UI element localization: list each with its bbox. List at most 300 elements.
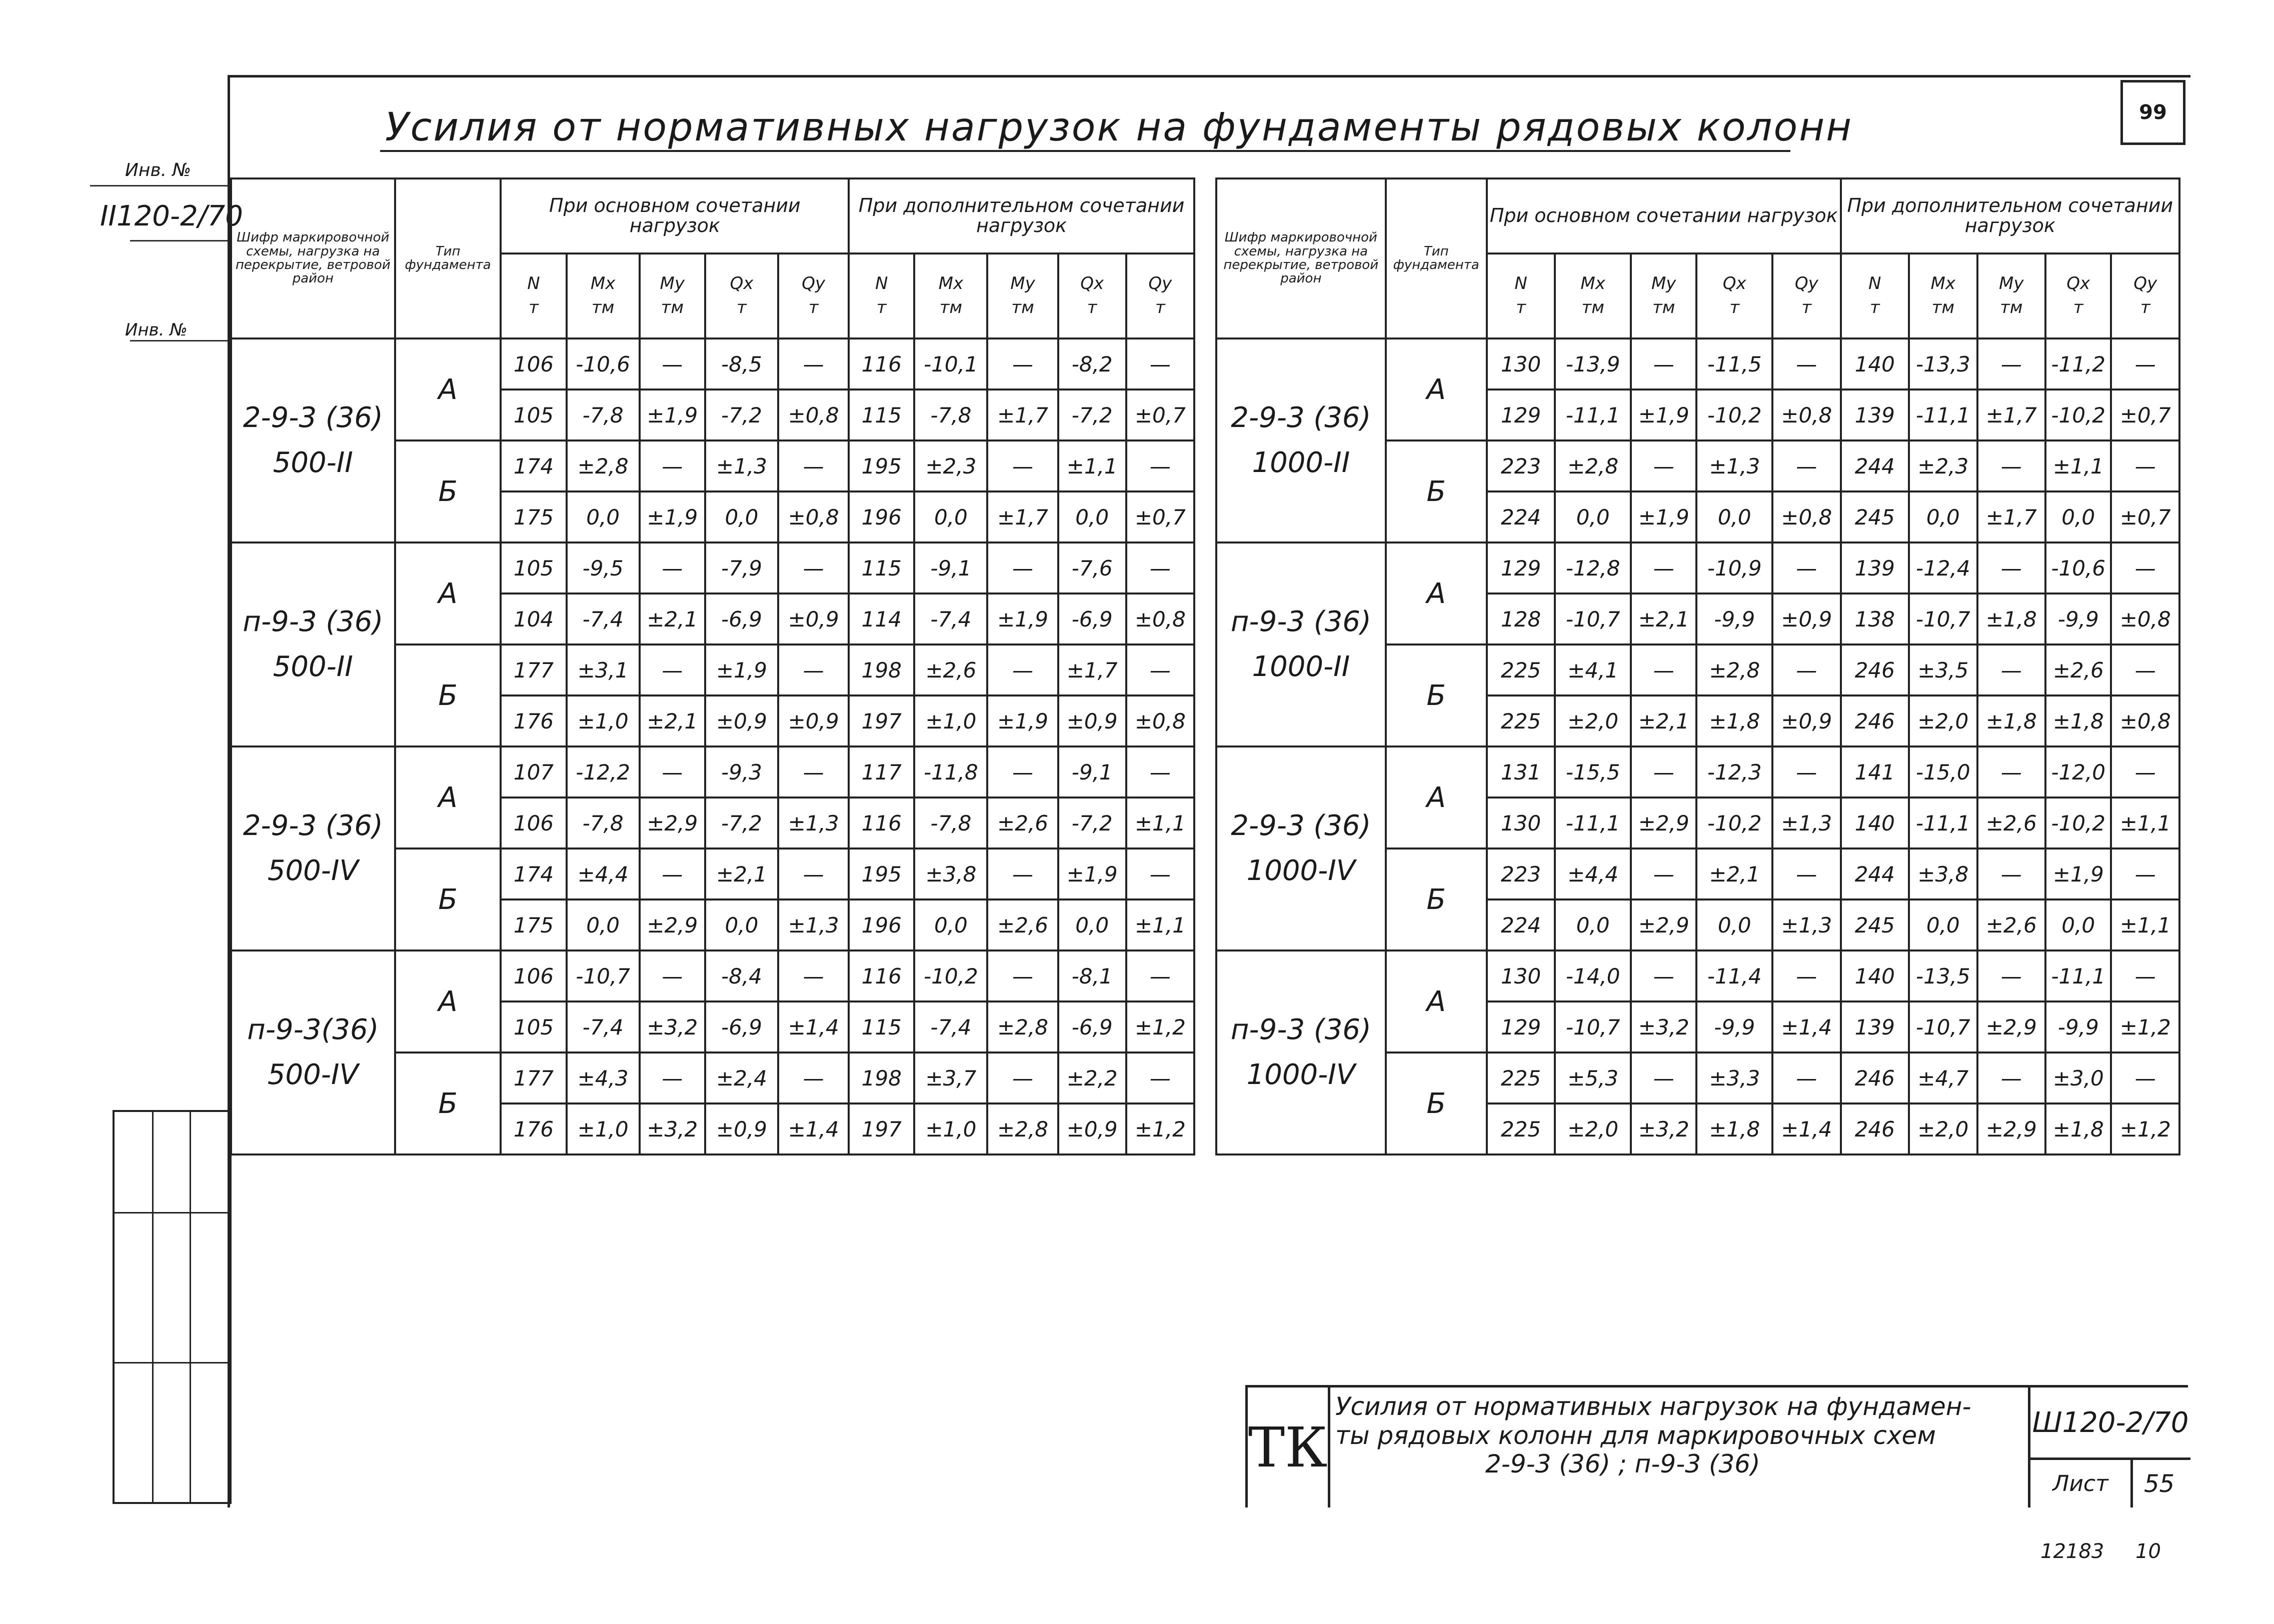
value-cell: 246 — [1841, 696, 1909, 746]
header-col-unit: тм — [1931, 298, 1954, 318]
value-cell: ±4,7 — [1909, 1052, 1977, 1104]
header-col-right-1-3 — [2045, 254, 2111, 338]
cipher-cell — [231, 746, 395, 950]
value-cell: 245 — [1841, 492, 1909, 542]
value-cell: 106 — [501, 798, 566, 848]
header-col-unit: тм — [1652, 298, 1675, 318]
value-cell: -10,7 — [1555, 594, 1631, 644]
value-cell: ±0,8 — [1772, 492, 1840, 542]
value-cell: — — [640, 848, 705, 900]
approval-divider-1 — [152, 1112, 154, 1502]
cipher-cell — [1216, 950, 1386, 1154]
value-cell: 140 — [1841, 950, 1909, 1002]
value-cell: -6,9 — [705, 594, 778, 644]
value-cell: 195 — [849, 848, 914, 900]
value-cell: ±1,1 — [2045, 440, 2111, 492]
stamp-sheet-number: 55 — [2143, 1470, 2175, 1498]
value-cell: ±0,8 — [778, 390, 849, 440]
header-col-unit: т — [876, 298, 887, 318]
value-cell: ±1,2 — [1126, 1002, 1194, 1052]
foundation-type-cell: А — [395, 542, 501, 644]
value-cell: — — [1772, 542, 1840, 594]
value-cell: 177 — [501, 1052, 566, 1104]
value-cell: -9,1 — [1058, 746, 1126, 798]
cipher-line-1: п-9-3 (36) — [1230, 1014, 1371, 1046]
value-cell: -10,7 — [1909, 594, 1977, 644]
header-col-name: N — [1868, 274, 1881, 294]
value-cell: ±1,8 — [1696, 696, 1772, 746]
value-cell: 246 — [1841, 1104, 1909, 1154]
value-cell: 198 — [849, 1052, 914, 1104]
value-cell: 116 — [849, 798, 914, 848]
foundation-type-cell: А — [1386, 950, 1487, 1052]
value-cell: -7,4 — [567, 594, 640, 644]
sheet-corner-number: 99 — [2120, 80, 2185, 145]
foundation-type-cell: А — [1386, 338, 1487, 440]
value-cell: ±0,9 — [705, 1104, 778, 1154]
value-cell: -10,2 — [2045, 798, 2111, 848]
value-cell: ±2,1 — [1631, 594, 1696, 644]
header-col-name: My — [660, 274, 685, 294]
value-cell: -13,9 — [1555, 338, 1631, 390]
value-cell: — — [2111, 746, 2179, 798]
header-col-right-1-1 — [1909, 254, 1977, 338]
value-cell: ±1,7 — [1058, 644, 1126, 696]
cipher-line-2: 500-II — [273, 446, 353, 479]
value-cell: -7,4 — [567, 1002, 640, 1052]
table-row — [231, 542, 1194, 594]
value-cell: ±1,8 — [1977, 594, 2045, 644]
header-col-right-1-4 — [2111, 254, 2179, 338]
value-cell: ±4,4 — [567, 848, 640, 900]
header-col-unit: т — [1155, 298, 1165, 318]
value-cell: 0,0 — [567, 900, 640, 950]
footer-right-mark: 10 — [2135, 1540, 2161, 1563]
value-cell: ±1,0 — [567, 1104, 640, 1154]
value-cell: -11,4 — [1696, 950, 1772, 1002]
foundation-type-cell: А — [1386, 746, 1487, 848]
header-col-name: My — [1651, 274, 1676, 294]
value-cell: ±1,9 — [2045, 848, 2111, 900]
stamp-description — [1335, 1392, 2015, 1479]
cipher-line-2: 1000-IV — [1246, 1058, 1356, 1091]
cipher-line-2: 1000-II — [1252, 650, 1350, 683]
value-cell: ±1,3 — [778, 798, 849, 848]
value-cell: — — [1977, 1052, 2045, 1104]
value-cell: 105 — [501, 542, 566, 594]
value-cell: — — [778, 644, 849, 696]
value-cell: ±5,3 — [1555, 1052, 1631, 1104]
value-cell: — — [1977, 746, 2045, 798]
value-cell: 195 — [849, 440, 914, 492]
value-cell: ±1,8 — [1977, 696, 2045, 746]
value-cell: — — [1977, 644, 2045, 696]
approval-divider-2 — [190, 1112, 191, 1502]
value-cell: ±2,3 — [1909, 440, 1977, 492]
header-col-name: Qy — [1148, 274, 1172, 294]
value-cell: -7,2 — [705, 798, 778, 848]
cipher-cell — [231, 542, 395, 746]
header-col-right-0-3 — [1696, 254, 1772, 338]
value-cell: -12,3 — [1696, 746, 1772, 798]
right-table-header — [1216, 178, 2179, 338]
value-cell: -9,9 — [2045, 594, 2111, 644]
value-cell: — — [1977, 542, 2045, 594]
value-cell: — — [778, 542, 849, 594]
value-cell: -10,2 — [2045, 390, 2111, 440]
foundation-type-cell: Б — [1386, 644, 1487, 746]
value-cell: ±1,1 — [1058, 440, 1126, 492]
value-cell: ±2,6 — [987, 900, 1058, 950]
foundation-type-cell: Б — [395, 1052, 501, 1154]
value-cell: — — [640, 644, 705, 696]
foundation-type-cell: Б — [1386, 1052, 1487, 1154]
value-cell: 0,0 — [1909, 900, 1977, 950]
value-cell: -8,4 — [705, 950, 778, 1002]
value-cell: 0,0 — [705, 492, 778, 542]
foundation-type-cell: Б — [1386, 848, 1487, 950]
header-col-left-1-1 — [914, 254, 987, 338]
header-col-name: Qx — [1080, 274, 1104, 294]
value-cell: ±2,8 — [1555, 440, 1631, 492]
header-col-unit: т — [737, 298, 747, 318]
table-row — [1216, 542, 2179, 594]
value-cell: — — [640, 746, 705, 798]
value-cell: ±2,8 — [1696, 644, 1772, 696]
value-cell: 175 — [501, 900, 566, 950]
value-cell: ±1,7 — [987, 492, 1058, 542]
value-cell: — — [1977, 848, 2045, 900]
value-cell: ±1,9 — [640, 390, 705, 440]
header-col-unit: т — [2073, 298, 2083, 318]
value-cell: ±1,4 — [1772, 1002, 1840, 1052]
value-cell: — — [778, 338, 849, 390]
value-cell: ±1,9 — [987, 594, 1058, 644]
value-cell: ±2,6 — [987, 798, 1058, 848]
value-cell: — — [1631, 644, 1696, 696]
value-cell: 114 — [849, 594, 914, 644]
value-cell: 0,0 — [1555, 492, 1631, 542]
cipher-cell — [1216, 542, 1386, 746]
value-cell: ±0,9 — [1058, 696, 1126, 746]
value-cell: ±1,0 — [914, 1104, 987, 1154]
value-cell: -13,3 — [1909, 338, 1977, 390]
value-cell: ±2,6 — [914, 644, 987, 696]
value-cell: — — [2111, 950, 2179, 1002]
value-cell: ±2,8 — [567, 440, 640, 492]
cipher-line-1: п-9-3 (36) — [1230, 606, 1371, 638]
value-cell: ±0,9 — [778, 594, 849, 644]
value-cell: 0,0 — [1555, 900, 1631, 950]
value-cell: — — [778, 950, 849, 1002]
header-col-right-0-4 — [1772, 254, 1840, 338]
value-cell: 115 — [849, 390, 914, 440]
value-cell: ±1,9 — [1631, 492, 1696, 542]
header-col-left-1-2 — [987, 254, 1058, 338]
header-additional-right: При дополнительном сочетании нагрузок — [1841, 178, 2179, 254]
cipher-line-1: 2-9-3 (36) — [1231, 402, 1371, 434]
value-cell: ±1,1 — [1126, 798, 1194, 848]
value-cell: ±2,9 — [640, 900, 705, 950]
header-col-name: Qy — [2133, 274, 2157, 294]
value-cell: 175 — [501, 492, 566, 542]
value-cell: 130 — [1487, 798, 1555, 848]
value-cell: — — [1126, 440, 1194, 492]
header-cipher-right: Шифр маркировочной схемы, нагрузка на перекрытие, ветровой район — [1216, 178, 1386, 338]
value-cell: -7,4 — [914, 594, 987, 644]
value-cell: ±1,1 — [2111, 798, 2179, 848]
cipher-cell — [1216, 338, 1386, 542]
value-cell: — — [987, 338, 1058, 390]
value-cell: ±1,3 — [1772, 798, 1840, 848]
value-cell: ±2,6 — [1977, 900, 2045, 950]
value-cell: ±2,0 — [1555, 1104, 1631, 1154]
approval-hline-2 — [115, 1362, 230, 1364]
value-cell: 139 — [1841, 1002, 1909, 1052]
value-cell: -7,4 — [914, 1002, 987, 1052]
value-cell: ±1,9 — [1631, 390, 1696, 440]
value-cell: 176 — [501, 696, 566, 746]
value-cell: 0,0 — [1058, 900, 1126, 950]
value-cell: ±3,2 — [640, 1104, 705, 1154]
value-cell: -10,6 — [567, 338, 640, 390]
header-col-name: Mx — [1580, 274, 1605, 294]
left-forces-table — [230, 178, 1195, 1156]
value-cell: 105 — [501, 1002, 566, 1052]
value-cell: ±2,1 — [705, 848, 778, 900]
cipher-cell — [1216, 746, 1386, 950]
value-cell: -12,4 — [1909, 542, 1977, 594]
value-cell: — — [2111, 1052, 2179, 1104]
value-cell: ±1,2 — [2111, 1104, 2179, 1154]
header-col-unit: т — [808, 298, 819, 318]
header-col-unit: тм — [2000, 298, 2023, 318]
value-cell: 141 — [1841, 746, 1909, 798]
value-cell: ±3,8 — [1909, 848, 1977, 900]
value-cell: ±2,1 — [640, 696, 705, 746]
value-cell: 116 — [849, 950, 914, 1002]
header-col-right-0-0 — [1487, 254, 1555, 338]
value-cell: 117 — [849, 746, 914, 798]
page-title: Усилия от нормативных нагрузок на фундаменты рядовых колонн — [385, 105, 1853, 150]
header-col-name: Mx — [590, 274, 616, 294]
value-cell: ±3,3 — [1696, 1052, 1772, 1104]
header-col-unit: тм — [661, 298, 684, 318]
value-cell: — — [1772, 644, 1840, 696]
header-additional: При дополнительном сочетании нагрузок — [849, 178, 1194, 254]
value-cell: ±1,1 — [2111, 900, 2179, 950]
value-cell: 130 — [1487, 338, 1555, 390]
header-col-name: Qy — [802, 274, 826, 294]
header-col-left-0-1 — [567, 254, 640, 338]
value-cell: -15,5 — [1555, 746, 1631, 798]
value-cell: — — [1631, 440, 1696, 492]
value-cell: — — [1772, 338, 1840, 390]
value-cell: -11,8 — [914, 746, 987, 798]
value-cell: ±1,3 — [1696, 440, 1772, 492]
value-cell: 0,0 — [1058, 492, 1126, 542]
value-cell: ±1,3 — [1772, 900, 1840, 950]
value-cell: -12,8 — [1555, 542, 1631, 594]
value-cell: 115 — [849, 542, 914, 594]
value-cell: ±2,6 — [2045, 644, 2111, 696]
value-cell: ±1,2 — [1126, 1104, 1194, 1154]
value-cell: ±1,7 — [987, 390, 1058, 440]
value-cell: ±3,2 — [1631, 1104, 1696, 1154]
cipher-cell — [231, 950, 395, 1154]
value-cell: — — [987, 1052, 1058, 1104]
value-cell: 115 — [849, 1002, 914, 1052]
value-cell: -10,6 — [2045, 542, 2111, 594]
value-cell: — — [1631, 1052, 1696, 1104]
value-cell: 197 — [849, 1104, 914, 1154]
title-underline — [380, 150, 1790, 152]
value-cell: ±1,4 — [778, 1104, 849, 1154]
value-cell: ±3,8 — [914, 848, 987, 900]
header-col-unit: т — [2140, 298, 2150, 318]
value-cell: ±2,8 — [987, 1104, 1058, 1154]
value-cell: — — [2111, 440, 2179, 492]
value-cell: 246 — [1841, 1052, 1909, 1104]
foundation-type-cell: А — [395, 746, 501, 848]
value-cell: ±2,0 — [1909, 1104, 1977, 1154]
value-cell: 107 — [501, 746, 566, 798]
value-cell: ±0,8 — [1772, 390, 1840, 440]
value-cell: 130 — [1487, 950, 1555, 1002]
value-cell: — — [2111, 542, 2179, 594]
value-cell: 196 — [849, 492, 914, 542]
value-cell: ±1,1 — [1126, 900, 1194, 950]
stamp-description-line-3: 2-9-3 (36) ; п-9-3 (36) — [1485, 1450, 1760, 1478]
value-cell: 129 — [1487, 542, 1555, 594]
header-main-right: При основном сочетании нагрузок — [1487, 178, 1841, 254]
value-cell: -10,2 — [914, 950, 987, 1002]
foundation-type-cell: А — [1386, 542, 1487, 644]
value-cell: ±1,0 — [914, 696, 987, 746]
value-cell: ±0,9 — [705, 696, 778, 746]
value-cell: -11,2 — [2045, 338, 2111, 390]
value-cell: ±2,9 — [1977, 1002, 2045, 1052]
value-cell: — — [778, 440, 849, 492]
foundation-type-cell: А — [395, 338, 501, 440]
value-cell: -7,8 — [914, 798, 987, 848]
value-cell: -10,2 — [1696, 390, 1772, 440]
value-cell: ±1,9 — [640, 492, 705, 542]
value-cell: 129 — [1487, 390, 1555, 440]
value-cell: ±1,8 — [2045, 1104, 2111, 1154]
value-cell: — — [1772, 746, 1840, 798]
cipher-line-2: 1000-IV — [1246, 854, 1356, 887]
value-cell: ±3,2 — [1631, 1002, 1696, 1052]
value-cell: — — [1126, 644, 1194, 696]
value-cell: — — [778, 746, 849, 798]
cipher-line-2: 500-II — [273, 650, 353, 683]
value-cell: — — [1126, 542, 1194, 594]
value-cell: — — [1126, 1052, 1194, 1104]
value-cell: 223 — [1487, 440, 1555, 492]
value-cell: 140 — [1841, 798, 1909, 848]
value-cell: ±0,8 — [1126, 594, 1194, 644]
value-cell: -10,7 — [567, 950, 640, 1002]
value-cell: 105 — [501, 390, 566, 440]
value-cell: -8,2 — [1058, 338, 1126, 390]
header-col-right-1-2 — [1977, 254, 2045, 338]
value-cell: 0,0 — [914, 900, 987, 950]
header-col-name: N — [1514, 274, 1527, 294]
value-cell: 106 — [501, 950, 566, 1002]
value-cell: ±2,9 — [1977, 1104, 2045, 1154]
left-margin-inv: Инв. № — [125, 160, 192, 180]
value-cell: ±1,3 — [778, 900, 849, 950]
value-cell: ±2,1 — [640, 594, 705, 644]
value-cell: ±1,7 — [1977, 390, 2045, 440]
value-cell: ±1,0 — [567, 696, 640, 746]
value-cell: -12,0 — [2045, 746, 2111, 798]
cipher-cell — [231, 338, 395, 542]
value-cell: ±2,4 — [705, 1052, 778, 1104]
foundation-type-cell: Б — [395, 440, 501, 542]
value-cell: 176 — [501, 1104, 566, 1154]
value-cell: -10,7 — [1555, 1002, 1631, 1052]
value-cell: ±2,9 — [640, 798, 705, 848]
value-cell: ±4,4 — [1555, 848, 1631, 900]
value-cell: ±2,1 — [1696, 848, 1772, 900]
value-cell: ±0,9 — [1058, 1104, 1126, 1154]
header-col-left-1-0 — [849, 254, 914, 338]
value-cell: ±1,4 — [778, 1002, 849, 1052]
value-cell: 244 — [1841, 440, 1909, 492]
approval-hline-1 — [115, 1212, 230, 1214]
value-cell: -9,1 — [914, 542, 987, 594]
right-forces-table — [1215, 178, 2180, 1156]
value-cell: ±1,7 — [1977, 492, 2045, 542]
value-cell: -6,9 — [1058, 1002, 1126, 1052]
stamp-code: Ш120-2/70 — [2028, 1388, 2190, 1460]
title-block-stamp — [1245, 1385, 2188, 1508]
value-cell: 104 — [501, 594, 566, 644]
header-col-name: Mx — [1930, 274, 1955, 294]
value-cell: ±0,7 — [2111, 390, 2179, 440]
value-cell: -7,9 — [705, 542, 778, 594]
value-cell: 246 — [1841, 644, 1909, 696]
value-cell: ±3,1 — [567, 644, 640, 696]
value-cell: ±2,3 — [914, 440, 987, 492]
value-cell: — — [1126, 746, 1194, 798]
foundation-type-cell: Б — [395, 848, 501, 950]
header-main: При основном сочетании нагрузок — [501, 178, 849, 254]
value-cell: -7,8 — [567, 390, 640, 440]
value-cell: 223 — [1487, 848, 1555, 900]
value-cell: — — [1772, 1052, 1840, 1104]
value-cell: 245 — [1841, 900, 1909, 950]
value-cell: 225 — [1487, 644, 1555, 696]
value-cell: ±2,8 — [987, 1002, 1058, 1052]
cipher-line-1: п-9-3(36) — [247, 1014, 379, 1046]
header-col-name: N — [875, 274, 888, 294]
value-cell: -7,2 — [1058, 390, 1126, 440]
value-cell: -6,9 — [705, 1002, 778, 1052]
value-cell: 177 — [501, 644, 566, 696]
value-cell: 128 — [1487, 594, 1555, 644]
value-cell: ±1,2 — [2111, 1002, 2179, 1052]
header-col-right-1-0 — [1841, 254, 1909, 338]
value-cell: -11,1 — [1555, 798, 1631, 848]
value-cell: ±1,9 — [987, 696, 1058, 746]
cipher-line-2: 1000-II — [1252, 446, 1350, 479]
value-cell: ±3,7 — [914, 1052, 987, 1104]
value-cell: — — [987, 950, 1058, 1002]
value-cell: -9,5 — [567, 542, 640, 594]
